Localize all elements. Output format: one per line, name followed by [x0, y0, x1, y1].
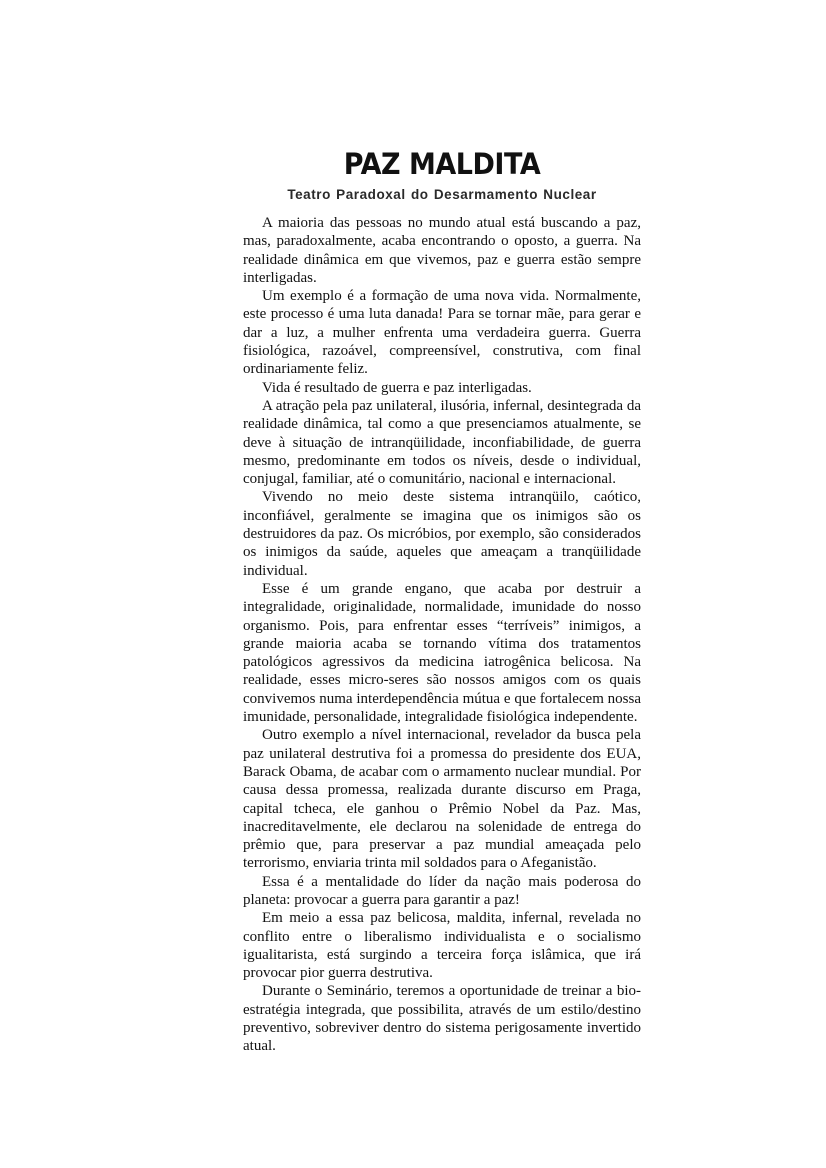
paragraph: Vivendo no meio deste sistema intranqüilo, caótico, inconfiável, geralmente se imagina que os inimigos são os destruidores da paz. Os micróbios, por exemplo, são considerados os inimigos da saúde, aqueles que ameaçam a tranqüilidade individual.: [243, 489, 641, 579]
document-title: PAZ MALDITA: [343, 147, 541, 181]
paragraph: Em meio a essa paz belicosa, maldita, infernal, revelada no conflito entre o liberalismo individualista e o socialismo igualitarista, está surgindo a terceira força islâmica, que irá provocar pior guerra destrutiva.: [243, 910, 641, 982]
paragraph: Um exemplo é a formação de uma nova vida. Normalmente, este processo é uma luta danada! Para se tornar mãe, para gerar e dar a luz, a mulher enfrenta uma verdadeira guerra. Guerra fisiológica, razoável, compreensível, construtiva, com final ordinariamente feliz.: [243, 288, 641, 378]
paragraph: A atração pela paz unilateral, ilusória, infernal, desintegrada da realidade dinâmica, tal como a que presenciamos atualmente, se deve à situação de intranqüilidade, inconfiabilidade, de guerra mesmo, predominante em todos os níveis, desde o individual, conjugal, familiar, até o comunitário, nacional e internacional.: [243, 397, 641, 488]
paragraph: Essa é a mentalidade do líder da nação mais poderosa do planeta: provocar a guerra para garantir a paz!: [243, 873, 641, 908]
document-page: [243, 146, 641, 1056]
paragraph: Durante o Seminário, teremos a oportunidade de treinar a bio-estratégia integrada, que possibilita, através de um estilo/destino preventivo, sobreviver dentro do sistema perigosamente invertido atual.: [243, 983, 641, 1055]
document-body: [243, 214, 641, 1056]
paragraph: Outro exemplo a nível internacional, revelador da busca pela paz unilateral destrutiva foi a promessa do presidente dos EUA, Barack Obama, de acabar com o armamento nuclear mundial. Por causa dessa promessa, realizada durante discurso em Praga, capital tcheca, ele ganhou o Prêmio Nobel da Paz. Mas, inacreditavelmente, ele declarou na solenidade de entrega do prêmio que, para preservar a paz mundial ameaçada pelo terrorismo, enviaria trinta mil soldados para o Afeganistão.: [243, 727, 641, 872]
document-subtitle: Teatro Paradoxal do Desarmamento Nuclear: [287, 187, 597, 202]
paragraph: Vida é resultado de guerra e paz interligadas.: [262, 379, 532, 396]
paragraph: A maioria das pessoas no mundo atual está buscando a paz, mas, paradoxalmente, acaba encontrando o oposto, a guerra. Na realidade dinâmica em que vivemos, paz e guerra estão sempre interligadas.: [243, 215, 641, 286]
paragraph: Esse é um grande engano, que acaba por destruir a integralidade, originalidade, normalidade, imunidade do nosso organismo. Pois, para enfrentar esses “terríveis” inimigos, a grande maioria acaba se tornando vítima dos tratamentos patológicos agressivos da medicina iatrogênica belicosa. Na realidade, esses micro-seres são nossos amigos com os quais convivemos numa interdependência mútua e que fortalecem nossa imunidade, personalidade, integralidade fisiológica independente.: [243, 580, 641, 726]
